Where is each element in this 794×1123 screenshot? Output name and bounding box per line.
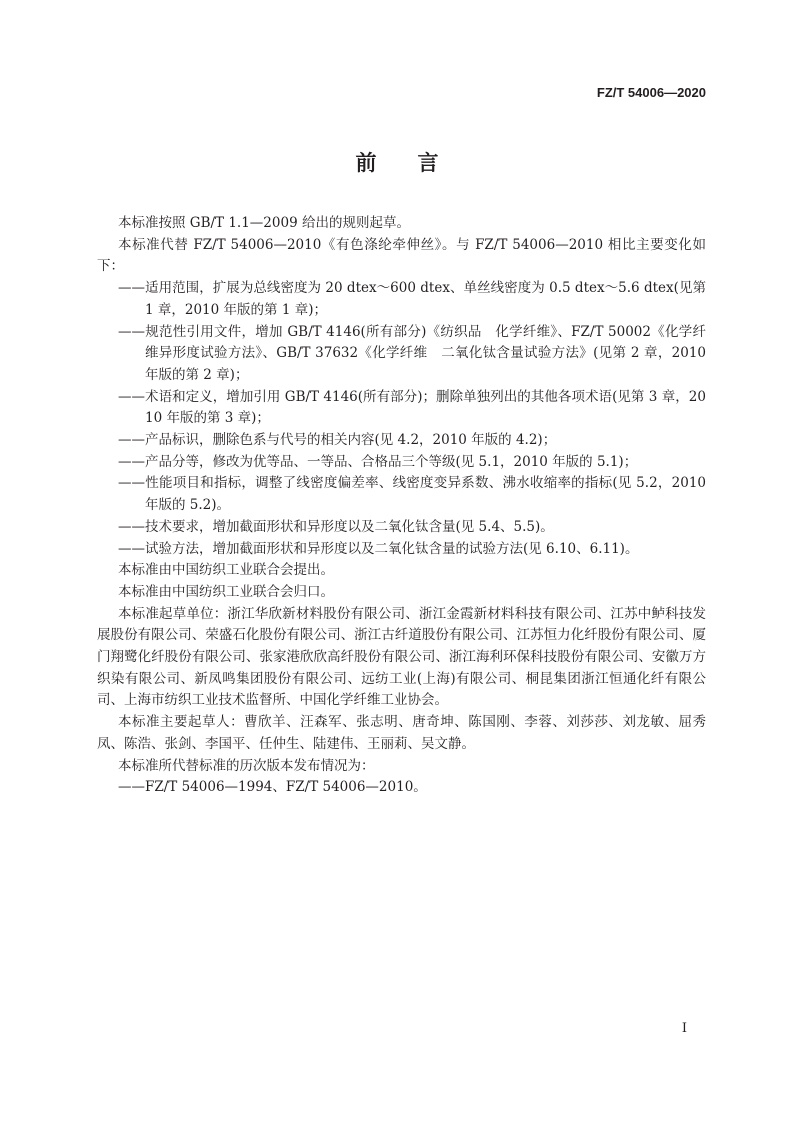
change-item-scope: ——适用范围，扩展为总线密度为 20 dtex～600 dtex、单丝线密度为 0.5 dtex～5.6 dtex(见第 1 章，2010 年版的第 1 章)； (118, 280, 706, 318)
change-item-normative-references: ——规范性引用文件，增加 GB/T 4146(所有部分)《纺织品 化学纤维》、FZ/T 50002《化学纤维异形度试验方法》、GB/T 37632《化学纤维 二氧化钛含量试验方法》(见第 2 章，2010 年版的第 2 章)； (118, 323, 706, 383)
page-number: I (681, 1021, 687, 1036)
previous-editions-list-item: ——FZ/T 54006—1994、FZ/T 54006—2010。 (118, 779, 427, 796)
change-item-product-marking: ——产品标识，删除色系与代号的相关内容(见 4.2，2010 年版的 4.2)； (118, 432, 557, 449)
change-item-technical-requirements: ——技术要求，增加截面形状和异形度以及二氧化钛含量(见 5.4、5.5)。 (118, 518, 554, 535)
paragraph-drafters: 本标准主要起草人：曹欣羊、汪森军、张志明、唐奇坤、陈国刚、李蓉、刘莎莎、刘龙敏、屈秀凤、陈浩、张剑、李国平、任仲生、陆建伟、王丽莉、吴文静。 (97, 714, 706, 752)
change-item-test-methods: ——试验方法，增加截面形状和异形度以及二氧化钛含量的试验方法(见 6.10、6.11)。 (118, 540, 639, 557)
paragraph-drafting-units: 本标准起草单位：浙江华欣新材料股份有限公司、浙江金霞新材料科技有限公司、江苏中鲈科技发展股份有限公司、荣盛石化股份有限公司、浙江古纤道股份有限公司、江苏恒力化纤股份有限公司、厦门翔鹭化纤股份有限公司、张家港欣欣高纤股份有限公司、浙江海利环保科技股份有限公司、安徽万方织染有限公司、新凤鸣集团股份有限公司、远纺工业(上海)有限公司、桐昆集团浙江恒通化纤有限公司、上海市纺织工业技术监督所、中国化学纤维工业协会。 (97, 605, 706, 709)
paragraph-under-jurisdiction: 本标准由中国纺织工业联合会归口。 (118, 583, 334, 600)
page-title: 前 言 (355, 151, 449, 175)
standard-code-header: FZ/T 54006—2020 (596, 85, 706, 100)
change-item-performance: ——性能项目和指标，调整了线密度偏差率、线密度变异系数、沸水收缩率的指标(见 5.2，2010 年版的 5.2)。 (118, 475, 706, 514)
change-item-terms: ——术语和定义，增加引用 GB/T 4146(所有部分)；删除单独列出的其他各项术语(见第 3 章，2010 年版的第 3 章)； (118, 388, 706, 427)
foreword-body (97, 213, 706, 799)
paragraph-replaces: 本标准代替 FZ/T 54006—2010《有色涤纶牵伸丝》。与 FZ/T 54006—2010 相比主要变化如下： (97, 236, 706, 275)
change-item-product-grading: ——产品分等，修改为优等品、一等品、合格品三个等级(见 5.1，2010 年版的 5.1)； (118, 453, 638, 470)
paragraph-drafting-rules: 本标准按照 GB/T 1.1—2009 给出的规则起草。 (118, 215, 410, 231)
paragraph-previous-editions: 本标准所代替标准的历次版本发布情况为： (118, 757, 375, 774)
paragraph-proposed-by: 本标准由中国纺织工业联合会提出。 (118, 562, 334, 579)
